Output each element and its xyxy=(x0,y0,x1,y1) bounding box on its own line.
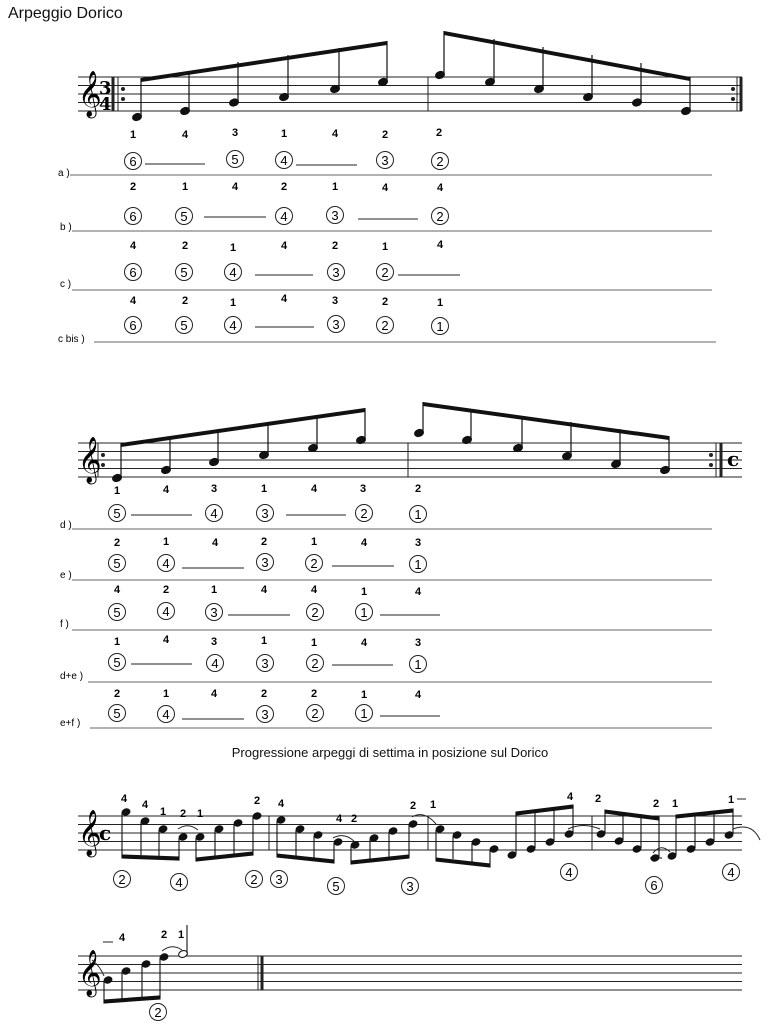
string-number: 5 xyxy=(113,655,121,670)
row-a xyxy=(58,151,712,180)
row-finger: 1 xyxy=(310,637,318,649)
staff-finger: 2 xyxy=(414,483,422,495)
string-number: 6 xyxy=(650,878,658,893)
staff-3-slurs xyxy=(178,815,760,853)
string-number: 4 xyxy=(175,875,183,890)
row-label: f ) xyxy=(60,619,69,630)
row-finger: 4 xyxy=(129,295,137,307)
staff-finger: 4 xyxy=(181,129,189,141)
staff-2-beams xyxy=(121,402,669,447)
row-finger: 4 xyxy=(280,293,288,305)
staff-1 xyxy=(78,77,742,111)
row-finger: 4 xyxy=(129,240,137,252)
staff-4-strings xyxy=(150,1004,167,1021)
staff-finger: 1 xyxy=(671,798,679,810)
row-finger: 3 xyxy=(331,295,339,307)
string-number: 4 xyxy=(162,604,170,619)
string-number: 3 xyxy=(332,265,340,280)
row-d xyxy=(60,505,712,532)
row-finger: 2 xyxy=(129,181,137,193)
staff-finger: 2 xyxy=(652,798,660,810)
string-number: 2 xyxy=(250,872,258,887)
row-finger: 3 xyxy=(414,537,422,549)
time-signature-bottom: 4 xyxy=(99,94,112,115)
staff-finger: 2 xyxy=(381,129,389,141)
row-finger: 4 xyxy=(211,537,219,549)
row-finger: 4 xyxy=(162,634,170,646)
string-number: 6 xyxy=(129,318,137,333)
staff-3-strings xyxy=(114,864,740,895)
row-finger: 2 xyxy=(113,688,121,700)
common-time-icon: c xyxy=(727,447,740,471)
subtitle-text: Progressione arpeggi di settima in posizione sul Dorico xyxy=(231,745,549,760)
staff-finger: 2 xyxy=(594,793,602,805)
string-number: 2 xyxy=(360,506,368,521)
row-finger: 1 xyxy=(229,242,237,254)
treble-clef-icon: 𝄞 xyxy=(78,437,102,483)
string-number: 5 xyxy=(180,265,188,280)
staff-finger: 4 xyxy=(310,483,318,495)
time-signature-top: 3 xyxy=(99,78,112,99)
staff-2-notes xyxy=(112,402,671,483)
row-finger: 2 xyxy=(181,295,189,307)
staff-finger: 4 xyxy=(277,798,285,810)
row-finger: 1 xyxy=(360,586,368,598)
staff-finger: 4 xyxy=(331,128,339,140)
row-b xyxy=(60,181,712,233)
row-finger: 4 xyxy=(310,584,318,596)
staff-finger: 1 xyxy=(280,128,288,140)
staff-finger: 1 xyxy=(260,483,268,495)
string-number: 5 xyxy=(180,318,188,333)
string-number: 6 xyxy=(129,265,137,280)
string-number: 2 xyxy=(436,154,444,169)
row-finger: 2 xyxy=(331,240,339,252)
row-d-plus-e xyxy=(60,634,712,682)
row-e xyxy=(60,536,712,581)
staff-finger: 2 xyxy=(253,795,261,807)
staff-1-fingerings xyxy=(130,127,442,141)
row-c xyxy=(60,239,712,290)
string-number: 3 xyxy=(406,879,414,894)
string-number: 3 xyxy=(261,555,269,570)
string-number: 2 xyxy=(311,656,319,671)
string-number: 2 xyxy=(310,556,318,571)
treble-clef-icon: 𝄞 xyxy=(78,950,102,996)
row-label: e ) xyxy=(60,570,72,581)
row-finger: 1 xyxy=(210,584,218,596)
row-finger: 2 xyxy=(260,688,268,700)
staff-finger: 2 xyxy=(160,929,168,941)
string-number: 4 xyxy=(280,209,288,224)
string-number: 2 xyxy=(154,1005,162,1020)
string-number: 1 xyxy=(360,605,368,620)
row-finger: 1 xyxy=(310,536,318,548)
row-finger: 2 xyxy=(162,584,170,596)
staff-finger: 1 xyxy=(159,806,167,818)
staff-4-slurs xyxy=(92,947,182,976)
row-finger: 2 xyxy=(181,240,189,252)
string-number: 2 xyxy=(436,209,444,224)
row-c-bis xyxy=(58,293,716,345)
staff-finger: 4 xyxy=(335,813,343,825)
staff-finger: 2 xyxy=(435,127,443,139)
string-number: 4 xyxy=(565,865,573,880)
string-number: 1 xyxy=(436,319,444,334)
staff-4-fingerings xyxy=(119,929,184,944)
string-number: 4 xyxy=(280,153,288,168)
string-number: 3 xyxy=(261,707,269,722)
staff-1-notes xyxy=(132,31,692,122)
row-finger: 4 xyxy=(414,586,422,598)
string-number: 2 xyxy=(118,872,126,887)
row-finger: 4 xyxy=(360,537,368,549)
row-finger: 4 xyxy=(280,240,288,252)
string-number: 5 xyxy=(113,605,121,620)
string-number: 2 xyxy=(381,265,389,280)
string-number: 4 xyxy=(210,506,218,521)
staff-finger: 3 xyxy=(359,483,367,495)
string-number: 1 xyxy=(360,706,368,721)
string-number: 3 xyxy=(261,656,269,671)
staff-finger: 2 xyxy=(350,813,358,825)
staff-finger: 3 xyxy=(210,483,218,495)
string-number: 6 xyxy=(129,154,137,169)
string-number: 2 xyxy=(381,318,389,333)
string-number: 4 xyxy=(211,656,219,671)
row-label: c ) xyxy=(60,279,72,290)
staff-4 xyxy=(78,956,742,990)
row-finger: 2 xyxy=(310,688,318,700)
staff-finger: 1 xyxy=(727,794,735,806)
string-number: 4 xyxy=(727,865,735,880)
staff-3 xyxy=(78,816,742,850)
row-finger: 4 xyxy=(210,688,218,700)
treble-clef-icon: 𝄞 xyxy=(78,71,102,117)
row-label: a ) xyxy=(58,168,70,179)
staff-finger: 4 xyxy=(162,484,170,496)
string-number: 2 xyxy=(311,605,319,620)
row-finger: 2 xyxy=(280,181,288,193)
staff-finger: 4 xyxy=(566,791,574,803)
string-number: 1 xyxy=(414,557,422,572)
staff-2-fingerings xyxy=(114,483,421,497)
row-finger: 2 xyxy=(113,537,121,549)
string-number: 4 xyxy=(229,265,237,280)
row-finger: 4 xyxy=(436,182,444,194)
row-f xyxy=(60,584,712,630)
row-finger: 4 xyxy=(260,584,268,596)
string-number: 3 xyxy=(210,605,218,620)
staff-finger: 2 xyxy=(179,808,187,820)
staff-finger: 1 xyxy=(429,799,437,811)
staff-finger: 1 xyxy=(196,808,204,820)
staff-finger: 1 xyxy=(113,485,121,497)
string-number: 5 xyxy=(332,879,340,894)
string-number: 5 xyxy=(113,706,121,721)
string-number: 4 xyxy=(162,556,170,571)
staff-finger: 1 xyxy=(177,929,185,941)
string-number: 4 xyxy=(162,707,170,722)
string-number: 1 xyxy=(414,657,422,672)
string-number: 3 xyxy=(332,317,340,332)
staff-4-notes xyxy=(103,925,188,1003)
row-finger: 1 xyxy=(229,297,237,309)
common-time-icon: c xyxy=(99,821,112,845)
staff-1-beams xyxy=(141,31,690,82)
row-label: c bis ) xyxy=(58,334,85,345)
staff-2 xyxy=(78,443,742,477)
row-label: d ) xyxy=(60,520,72,531)
row-finger: 1 xyxy=(162,688,170,700)
string-number: 5 xyxy=(231,152,239,167)
row-finger: 4 xyxy=(231,181,239,193)
row-finger: 2 xyxy=(260,536,268,548)
string-number: 5 xyxy=(113,556,121,571)
row-finger: 4 xyxy=(436,239,444,251)
row-finger: 1 xyxy=(381,241,389,253)
treble-clef-icon: 𝄞 xyxy=(78,810,102,856)
staff-finger: 1 xyxy=(129,129,137,141)
staff-finger: 4 xyxy=(120,793,128,805)
string-number: 5 xyxy=(113,506,121,521)
string-number: 3 xyxy=(275,872,283,887)
string-number: 2 xyxy=(311,706,319,721)
string-number: 1 xyxy=(414,507,422,522)
row-finger: 4 xyxy=(381,182,389,194)
staff-finger: 4 xyxy=(141,799,149,811)
row-finger: 1 xyxy=(181,181,189,193)
string-number: 6 xyxy=(129,209,137,224)
row-finger: 4 xyxy=(360,637,368,649)
row-finger: 3 xyxy=(414,637,422,649)
staff-finger: 3 xyxy=(231,127,239,139)
string-number: 3 xyxy=(261,506,269,521)
string-number: 3 xyxy=(381,153,389,168)
row-finger: 2 xyxy=(381,296,389,308)
string-number: 4 xyxy=(229,318,237,333)
row-finger: 1 xyxy=(260,635,268,647)
staff-finger: 2 xyxy=(409,800,417,812)
row-finger: 1 xyxy=(331,181,339,193)
row-finger: 1 xyxy=(162,536,170,548)
row-e-plus-f xyxy=(60,688,712,729)
row-finger: 1 xyxy=(113,636,121,648)
row-finger: 1 xyxy=(436,297,444,309)
row-finger: 4 xyxy=(414,689,422,701)
row-finger: 4 xyxy=(113,584,121,596)
row-finger: 3 xyxy=(210,636,218,648)
row-label: d+e ) xyxy=(60,671,84,682)
row-label: b ) xyxy=(60,222,72,233)
page-title: Arpeggio Dorico xyxy=(8,5,123,22)
string-number: 5 xyxy=(180,209,188,224)
staff-finger: 4 xyxy=(118,932,126,944)
row-label: e+f ) xyxy=(60,718,81,729)
string-number: 3 xyxy=(331,208,339,223)
row-finger: 1 xyxy=(360,689,368,701)
